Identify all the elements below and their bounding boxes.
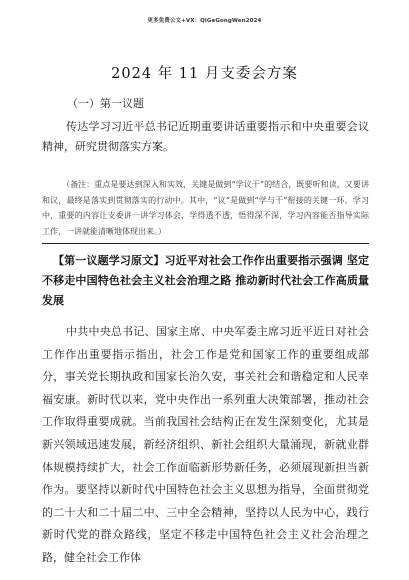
note-paragraph: （备注：重点是要达到深入和实效，关键是做到“学议干”的结合，既要听和读，又要讲和议，最终是落实到贯彻落实的行动中。其中，“议”是做到“学与干”衔接的关键一环。学习中，重要的内容让支委讲一讲学习体会，学得透不透，悟得深不深，学习内容能否指导实际工作，一讲就能清晰地体现出来。） [42, 180, 369, 236]
watermark-text: 更多免费公文+VX：QiGeGongWen2024 [147, 18, 262, 24]
item-heading: 【第一议题学习原文】习近平对社会工作作出重要指示强调 坚定不移走中国特色社会主义社会治理之路 推动新时代社会工作高质量发展 [42, 254, 369, 307]
section-heading: （一）第一议题 [67, 97, 144, 110]
intro-paragraph: 传达学习习近平总书记近期重要讲话重要指示和中央重要会议精神，研究贯彻落实方案。 [42, 120, 369, 153]
item-body-paragraph: 中共中央总书记、国家主席、中央军委主席习近平近日对社会工作作出重要指示指出，社会工作是党和国家工作的重要组成部分，事关党长期执政和国家长治久安，事关社会和谐稳定和人民幸福安康。新时代以来，党中央作出一系列重大决策部署，推动社会工作取得重要成就。当前我国社会结构正在发生深刻变化，尤其是新兴领域迅速发展，新经济组织、新社会组织大量涌现，新就业群体规模持续扩大，社会工作面临新形势新任务，必须展现新担当新作为。要坚持以新时代中国特色社会主义思想为指导，全面贯彻党的二十大和二十届二中、三中全会精神，坚持以人民为中心，践行新时代党的群众路线，坚定不移走中国特色社会主义社会治理之路，健全社会工作体 [42, 325, 369, 564]
document-title: 2024 年 11 月支委会方案 [111, 66, 298, 82]
section-divider [42, 243, 369, 244]
